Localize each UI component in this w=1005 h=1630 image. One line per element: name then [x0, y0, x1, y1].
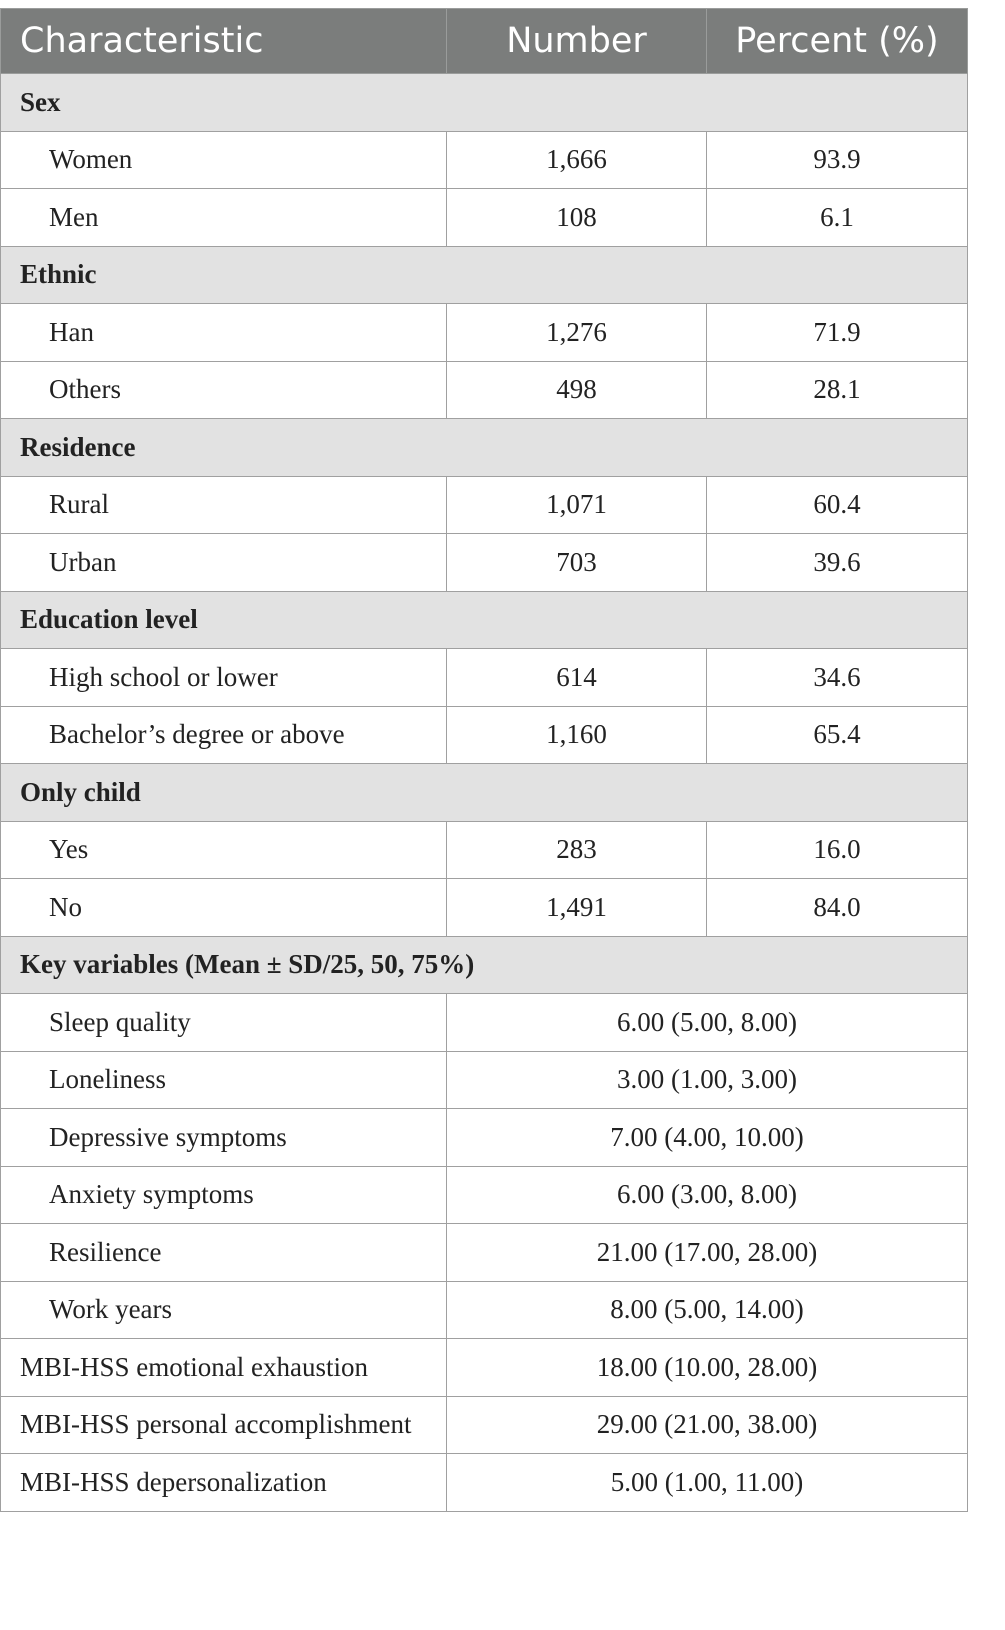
table-row [1, 534, 968, 592]
table-row [1, 706, 968, 764]
section-row-sex [1, 74, 968, 132]
row-percent: 6.1 [707, 189, 968, 247]
row-label: Loneliness [1, 1051, 447, 1109]
row-label: High school or lower [1, 649, 447, 707]
row-value: 8.00 (5.00, 14.00) [447, 1281, 968, 1339]
row-percent: 28.1 [707, 361, 968, 419]
row-value: 21.00 (17.00, 28.00) [447, 1224, 968, 1282]
table-row [1, 879, 968, 937]
section-title: Education level [1, 591, 968, 649]
row-label: Work years [1, 1281, 447, 1339]
table-row [1, 1109, 968, 1167]
row-label: Han [1, 304, 447, 362]
table-row [1, 361, 968, 419]
header-characteristic: Characteristic [1, 9, 447, 74]
row-value: 7.00 (4.00, 10.00) [447, 1109, 968, 1167]
row-label: Anxiety symptoms [1, 1166, 447, 1224]
row-value: 18.00 (10.00, 28.00) [447, 1339, 968, 1397]
row-percent: 65.4 [707, 706, 968, 764]
row-label: Depressive symptoms [1, 1109, 447, 1167]
table-row [1, 1454, 968, 1512]
row-value: 5.00 (1.00, 11.00) [447, 1454, 968, 1512]
row-label: Resilience [1, 1224, 447, 1282]
row-label: No [1, 879, 447, 937]
row-percent: 16.0 [707, 821, 968, 879]
row-number: 1,071 [447, 476, 707, 534]
row-value: 3.00 (1.00, 3.00) [447, 1051, 968, 1109]
row-percent: 60.4 [707, 476, 968, 534]
row-label: Rural [1, 476, 447, 534]
row-percent: 39.6 [707, 534, 968, 592]
table-row [1, 1051, 968, 1109]
row-number: 1,160 [447, 706, 707, 764]
row-number: 283 [447, 821, 707, 879]
row-number: 703 [447, 534, 707, 592]
section-title: Key variables (Mean ± SD/25, 50, 75%) [1, 936, 968, 994]
row-number: 498 [447, 361, 707, 419]
row-number: 1,491 [447, 879, 707, 937]
row-label: MBI-HSS personal accomplishment [1, 1396, 447, 1454]
table-row [1, 821, 968, 879]
header-number: Number [447, 9, 707, 74]
row-value: 29.00 (21.00, 38.00) [447, 1396, 968, 1454]
row-percent: 71.9 [707, 304, 968, 362]
table-row [1, 1281, 968, 1339]
table-row [1, 189, 968, 247]
section-title: Residence [1, 419, 968, 477]
demographics-table-container [0, 8, 967, 1512]
section-row-residence [1, 419, 968, 477]
table-row [1, 1339, 968, 1397]
row-label: Urban [1, 534, 447, 592]
row-number: 614 [447, 649, 707, 707]
table-row [1, 649, 968, 707]
table-row [1, 1224, 968, 1282]
section-row-education [1, 591, 968, 649]
row-percent: 84.0 [707, 879, 968, 937]
row-value: 6.00 (5.00, 8.00) [447, 994, 968, 1052]
table-row [1, 1396, 968, 1454]
section-title: Ethnic [1, 246, 968, 304]
row-percent: 34.6 [707, 649, 968, 707]
table-row [1, 994, 968, 1052]
row-label: MBI-HSS emotional exhaustion [1, 1339, 447, 1397]
table-header-row [1, 9, 968, 74]
row-number: 1,276 [447, 304, 707, 362]
row-label: Sleep quality [1, 994, 447, 1052]
row-label: MBI-HSS depersonalization [1, 1454, 447, 1512]
row-label: Men [1, 189, 447, 247]
header-percent: Percent (%) [707, 9, 968, 74]
row-percent: 93.9 [707, 131, 968, 189]
section-row-key-variables [1, 936, 968, 994]
section-row-only-child [1, 764, 968, 822]
section-row-ethnic [1, 246, 968, 304]
table-row [1, 1166, 968, 1224]
table-row [1, 304, 968, 362]
row-label: Bachelor’s degree or above [1, 706, 447, 764]
row-label: Yes [1, 821, 447, 879]
row-value: 6.00 (3.00, 8.00) [447, 1166, 968, 1224]
table-row [1, 131, 968, 189]
row-label: Others [1, 361, 447, 419]
demographics-table [0, 8, 968, 1512]
section-title: Only child [1, 764, 968, 822]
row-label: Women [1, 131, 447, 189]
row-number: 108 [447, 189, 707, 247]
table-row [1, 476, 968, 534]
section-title: Sex [1, 74, 968, 132]
row-number: 1,666 [447, 131, 707, 189]
